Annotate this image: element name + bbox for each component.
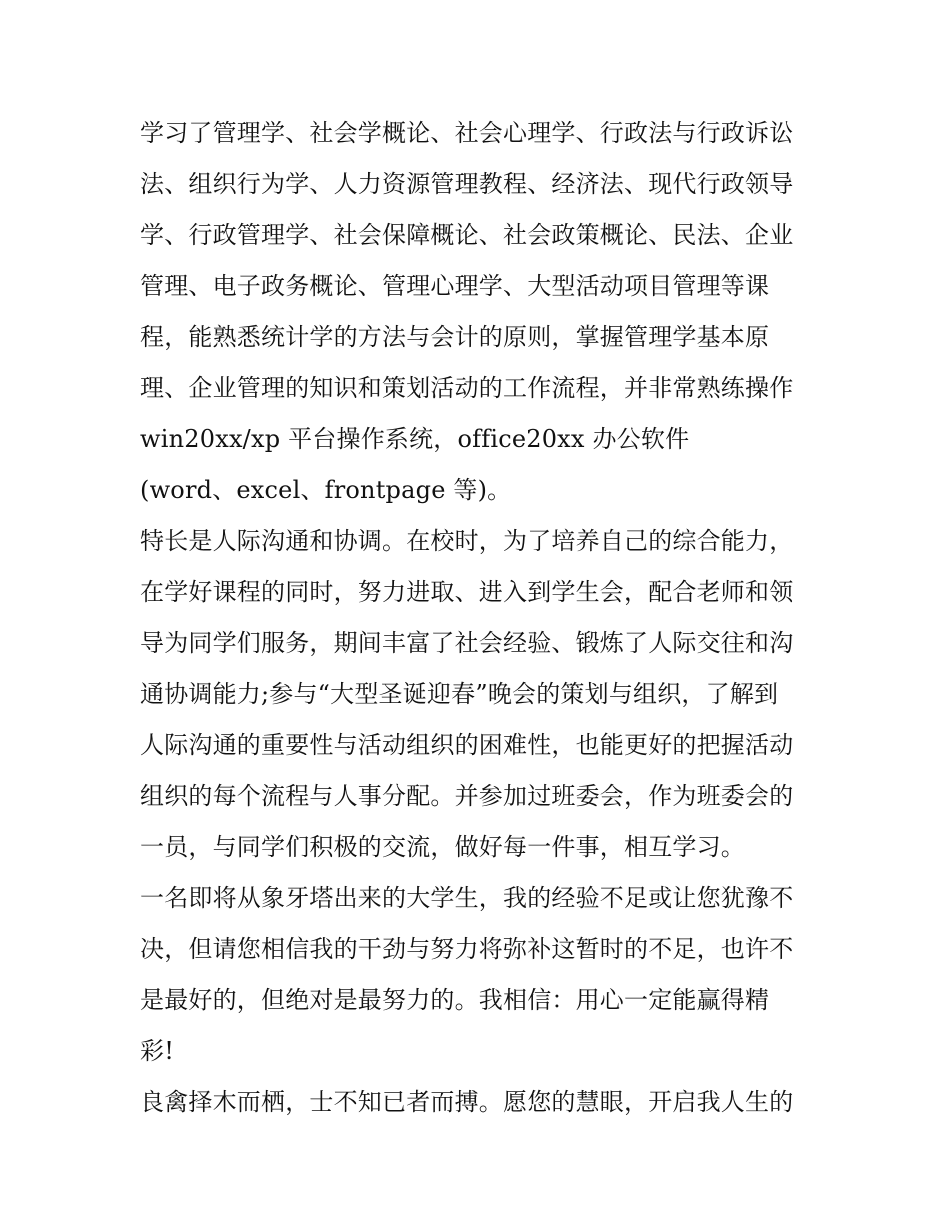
text-line: 决，但请您相信我的干劲与努力将弥补这暂时的不足，也许不 [140, 935, 794, 963]
text-line: 学习了管理学、社会学概论、社会心理学、行政法与行政诉讼 [140, 119, 794, 147]
text-line: 是最好的，但绝对是最努力的。我相信：用心一定能赢得精 [140, 986, 770, 1014]
text-line: 学、行政管理学、社会保障概论、社会政策概论、民法、企业 [140, 221, 794, 249]
text-line: 程，能熟悉统计学的方法与会计的原则，掌握管理学基本原 [140, 323, 770, 351]
text-line: win20xx/xp 平台操作系统，office20xx 办公软件 [140, 425, 690, 453]
text-line: 法、组织行为学、人力资源管理教程、经济法、现代行政领导 [140, 170, 794, 198]
text-line: (word、excel、frontpage 等)。 [140, 476, 512, 504]
text-line: 在学好课程的同时，努力进取、进入到学生会，配合老师和领 [140, 578, 794, 606]
text-line: 理、企业管理的知识和策划活动的工作流程，并非常熟练操作 [140, 374, 794, 402]
text-line: 组织的每个流程与人事分配。并参加过班委会，作为班委会的 [140, 782, 794, 810]
text-line: 管理、电子政务概论、管理心理学、大型活动项目管理等课 [140, 272, 770, 300]
text-line: 良禽择木而栖，士不知已者而搏。愿您的慧眼，开启我人生的 [140, 1088, 794, 1116]
text-line: 人际沟通的重要性与活动组织的困难性，也能更好的把握活动 [140, 731, 794, 759]
text-line: 通协调能力;参与“大型圣诞迎春”晚会的策划与组织，了解到 [140, 680, 779, 708]
document-text-block [140, 108, 820, 1128]
text-line: 特长是人际沟通和协调。在校时，为了培养自己的综合能力， [140, 527, 794, 555]
text-line: 一员，与同学们积极的交流，做好每一件事，相互学习。 [140, 833, 745, 861]
text-line: 彩! [140, 1037, 175, 1065]
text-line: 一名即将从象牙塔出来的大学生，我的经验不足或让您犹豫不 [140, 884, 794, 912]
text-line: 导为同学们服务，期间丰富了社会经验、锻炼了人际交往和沟 [140, 629, 794, 657]
